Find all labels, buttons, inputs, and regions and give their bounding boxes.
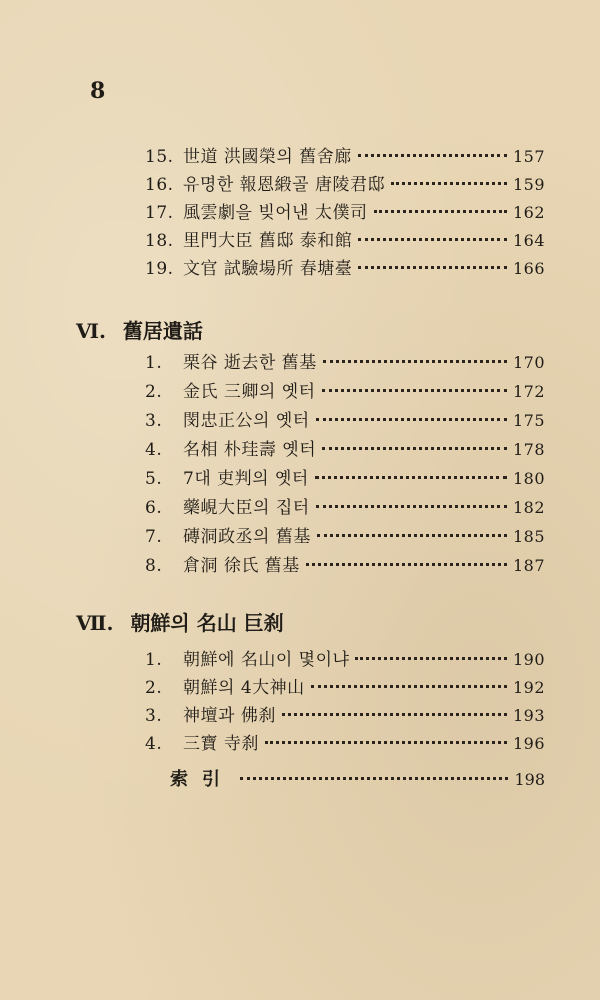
entry-number: 4. <box>145 734 163 754</box>
entry-number: 1. <box>145 353 163 373</box>
section-numeral: Ⅶ. <box>76 611 114 635</box>
entry-title: 文官 試驗場所 春塘臺 <box>183 259 353 279</box>
dot-leader <box>316 505 507 508</box>
entry-number: 17. <box>145 203 174 223</box>
toc-entry[interactable] <box>145 645 545 669</box>
toc-entry[interactable] <box>145 435 545 459</box>
entry-title: 金氏 三卿의 옛터 <box>183 382 316 402</box>
entry-page: 172 <box>512 382 545 401</box>
entry-number: 18. <box>145 231 174 251</box>
entry-number: 1. <box>145 650 163 670</box>
entry-title: 7대 吏判의 옛터 <box>183 469 309 489</box>
dot-leader <box>282 713 507 716</box>
entry-page: 162 <box>512 203 545 222</box>
section-numeral: Ⅵ. <box>76 319 106 343</box>
entry-title: 磚洞政丞의 舊基 <box>183 527 311 547</box>
dot-leader <box>265 741 507 744</box>
dot-leader <box>322 389 507 392</box>
toc-entry[interactable] <box>145 464 545 488</box>
toc-entry[interactable] <box>145 226 545 250</box>
index-title: 索引 <box>170 769 234 790</box>
dot-leader <box>311 685 507 688</box>
entry-title: 里門大臣 舊邸 泰和館 <box>183 231 353 251</box>
entry-number: 16. <box>145 175 174 195</box>
entry-title: 名相 朴珪壽 옛터 <box>183 440 317 460</box>
entry-number: 4. <box>145 440 163 460</box>
dot-leader <box>315 476 507 479</box>
dot-leader <box>323 360 507 363</box>
entry-page: 170 <box>512 353 545 372</box>
toc-entry[interactable] <box>145 170 545 194</box>
toc-entry[interactable] <box>145 198 545 222</box>
dot-leader <box>358 266 507 269</box>
entry-page: 175 <box>512 411 545 430</box>
section-heading[interactable] <box>76 607 284 637</box>
toc-entry[interactable] <box>145 729 545 753</box>
toc-entry[interactable] <box>145 551 545 575</box>
entry-number: 7. <box>145 527 163 547</box>
entry-page: 164 <box>512 231 545 250</box>
entry-page: 178 <box>512 440 545 459</box>
dot-leader <box>240 777 508 780</box>
entry-page: 190 <box>512 650 545 669</box>
dot-leader <box>391 182 507 185</box>
entry-title: 世道 洪國榮의 舊舍廊 <box>183 147 352 167</box>
dot-leader <box>358 238 507 241</box>
entry-number: 5. <box>145 469 163 489</box>
dot-leader <box>316 418 507 421</box>
section-title: 朝鮮의 名山 巨刹 <box>130 611 284 635</box>
entry-title: 風雲劇을 빚어낸 太僕司 <box>183 203 368 223</box>
entry-title: 倉洞 徐氏 舊基 <box>183 556 300 576</box>
toc-entry[interactable] <box>145 142 545 166</box>
entry-page: 185 <box>512 527 545 546</box>
entry-number: 15. <box>145 147 174 167</box>
toc-entry[interactable] <box>145 406 545 430</box>
section-heading[interactable] <box>76 315 203 345</box>
entry-title: 閔忠正公의 옛터 <box>183 411 310 431</box>
dot-leader <box>358 154 507 157</box>
dot-leader <box>374 210 507 213</box>
toc-entry[interactable] <box>145 673 545 697</box>
toc-entry[interactable] <box>145 522 545 546</box>
entry-title: 藥峴大臣의 집터 <box>183 498 310 518</box>
entry-title: 神壇과 佛刹 <box>183 706 276 726</box>
entry-number: 3. <box>145 411 163 431</box>
entry-title: 三寶 寺刹 <box>183 734 259 754</box>
entry-number: 19. <box>145 259 174 279</box>
index-page: 198 <box>514 770 545 789</box>
toc-entry[interactable] <box>145 493 545 517</box>
entry-page: 187 <box>512 556 545 575</box>
toc-entry[interactable] <box>145 348 545 372</box>
dot-leader <box>322 447 507 450</box>
entry-number: 3. <box>145 706 163 726</box>
entry-page: 196 <box>512 734 545 753</box>
dot-leader <box>355 657 507 660</box>
entry-title: 유명한 報恩緞골 唐陵君邸 <box>183 175 385 195</box>
entry-page: 159 <box>512 175 545 194</box>
toc-entry[interactable] <box>145 377 545 401</box>
entry-number: 2. <box>145 382 163 402</box>
entry-page: 182 <box>512 498 545 517</box>
section-title: 舊居遺話 <box>122 319 203 343</box>
entry-page: 157 <box>512 147 545 166</box>
entry-number: 8. <box>145 556 163 576</box>
dot-leader <box>317 534 507 537</box>
entry-title: 朝鮮에 名山이 몇이냐 <box>183 650 350 670</box>
entry-title: 栗谷 逝去한 舊基 <box>183 353 317 373</box>
entry-page: 166 <box>512 259 545 278</box>
index-entry[interactable] <box>170 765 545 791</box>
entry-page: 193 <box>512 706 545 725</box>
dot-leader <box>306 563 507 566</box>
toc-entry[interactable] <box>145 254 545 278</box>
toc-entry[interactable] <box>145 701 545 725</box>
page-number: 8 <box>90 78 106 104</box>
entry-page: 192 <box>512 678 545 697</box>
entry-page: 180 <box>512 469 545 488</box>
entry-number: 6. <box>145 498 163 518</box>
entry-title: 朝鮮의 4大神山 <box>183 678 305 698</box>
entry-number: 2. <box>145 678 163 698</box>
